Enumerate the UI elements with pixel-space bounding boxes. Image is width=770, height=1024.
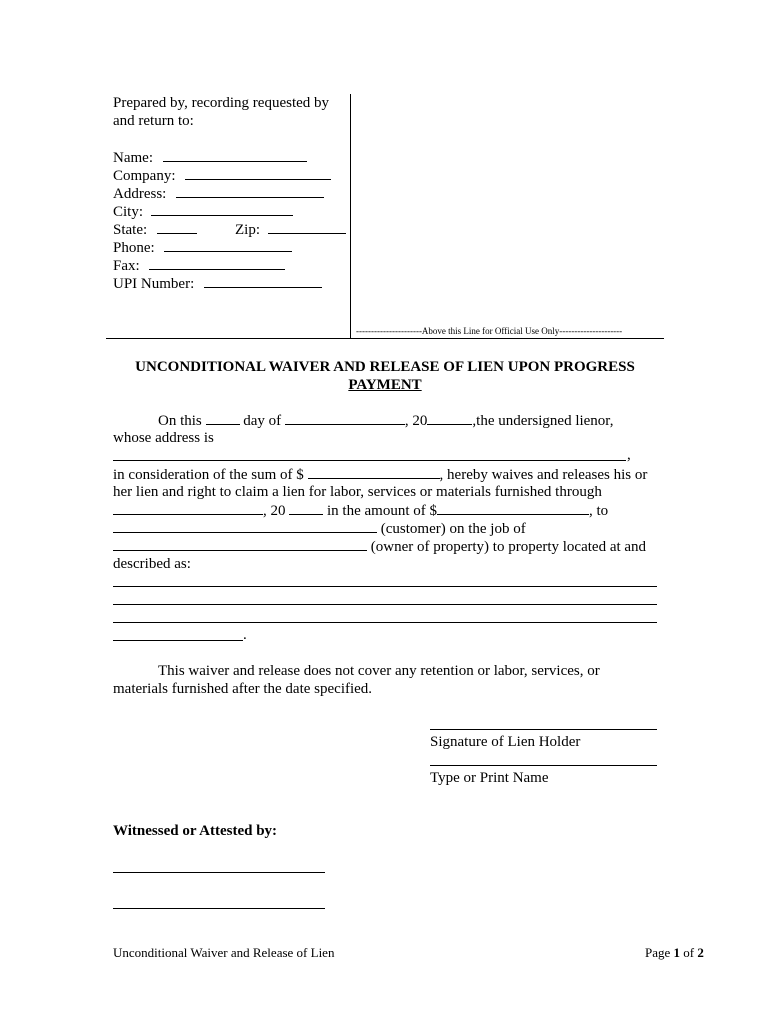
customer-text: (customer) on the job of bbox=[380, 521, 526, 537]
page-prefix: Page bbox=[645, 945, 674, 960]
fax-row bbox=[113, 256, 285, 275]
header-vertical-divider bbox=[350, 94, 351, 339]
phone-row bbox=[113, 238, 292, 257]
page-number: 1 bbox=[673, 945, 681, 960]
description-line-3[interactable] bbox=[113, 622, 657, 623]
fax-label: Fax: bbox=[113, 258, 140, 274]
description-line-4[interactable] bbox=[113, 640, 243, 641]
owner-line bbox=[113, 537, 646, 556]
prepared-by-line2: and return to: bbox=[113, 113, 194, 129]
page-of: of bbox=[680, 945, 698, 960]
waiver-note-line1: This waiver and release does not cover any retention or labor, services, or bbox=[158, 663, 600, 679]
state-field[interactable] bbox=[157, 220, 197, 234]
name-field[interactable] bbox=[163, 148, 307, 162]
customer-line bbox=[113, 519, 526, 538]
year-field[interactable] bbox=[427, 411, 472, 425]
print-name-line[interactable] bbox=[430, 765, 657, 766]
witness-line-2[interactable] bbox=[113, 908, 325, 909]
company-row bbox=[113, 166, 331, 185]
signature-line[interactable] bbox=[430, 729, 657, 730]
name-label: Name: bbox=[113, 150, 153, 166]
page-total: 2 bbox=[697, 945, 704, 960]
undersigned-text: ,the undersigned lienor, bbox=[472, 413, 614, 429]
address-label: Address: bbox=[113, 186, 167, 202]
lien-right-text: her lien and right to claim a lien for labor, services or materials furnished through bbox=[113, 484, 602, 500]
print-name-label: Type or Print Name bbox=[430, 770, 549, 786]
through-year-field[interactable] bbox=[289, 501, 323, 515]
owner-field[interactable] bbox=[113, 537, 367, 551]
description-period: . bbox=[243, 627, 247, 643]
whose-address-text: whose address is bbox=[113, 430, 214, 446]
through-date-field[interactable] bbox=[113, 501, 263, 515]
described-text: described as: bbox=[113, 556, 191, 572]
waiver-note-line2: materials furnished after the date specified. bbox=[113, 681, 373, 697]
company-field[interactable] bbox=[185, 166, 331, 180]
lienor-address-field[interactable] bbox=[113, 460, 626, 461]
fax-field[interactable] bbox=[149, 256, 285, 270]
official-use-text: ----------------------Above this Line for Official Use Only--------------------- bbox=[356, 326, 623, 336]
description-line-1[interactable] bbox=[113, 586, 657, 587]
upi-row bbox=[113, 274, 322, 293]
sum-field[interactable] bbox=[308, 465, 440, 479]
waives-text: , hereby waives and releases his or bbox=[439, 467, 648, 483]
upi-field[interactable] bbox=[204, 274, 322, 288]
address-row bbox=[113, 184, 324, 203]
owner-text: (owner of property) to property located at and bbox=[370, 539, 647, 555]
description-line-2[interactable] bbox=[113, 604, 657, 605]
zip-field[interactable] bbox=[268, 220, 346, 234]
city-label: City: bbox=[113, 204, 144, 220]
phone-field[interactable] bbox=[164, 238, 292, 252]
name-row bbox=[113, 148, 307, 167]
consideration-line bbox=[113, 465, 647, 484]
amount-field[interactable] bbox=[437, 501, 589, 515]
prepared-by-line1: Prepared by, recording requested by bbox=[113, 95, 330, 111]
day-of-text: day of bbox=[243, 413, 282, 429]
consideration-text: in consideration of the sum of $ bbox=[113, 467, 304, 483]
page-indicator bbox=[645, 944, 704, 962]
through-year-prefix: , 20 bbox=[263, 503, 286, 519]
witness-line-1[interactable] bbox=[113, 872, 325, 873]
address-field[interactable] bbox=[176, 184, 324, 198]
zip-row bbox=[235, 220, 346, 239]
footer-title: Unconditional Waiver and Release of Lien bbox=[113, 945, 335, 960]
customer-field[interactable] bbox=[113, 519, 377, 533]
day-field[interactable] bbox=[206, 411, 240, 425]
company-label: Company: bbox=[113, 168, 176, 184]
upi-label: UPI Number: bbox=[113, 276, 195, 292]
year-prefix-text: , 20 bbox=[404, 413, 428, 429]
on-this-text: On this bbox=[158, 413, 202, 429]
document-title-line2: PAYMENT bbox=[348, 377, 422, 393]
zip-label: Zip: bbox=[235, 222, 260, 238]
date-line bbox=[158, 411, 613, 430]
document-title-line1: UNCONDITIONAL WAIVER AND RELEASE OF LIEN UPON PROGRESS bbox=[135, 359, 635, 375]
phone-label: Phone: bbox=[113, 240, 155, 256]
state-label: State: bbox=[113, 222, 148, 238]
address-comma: , bbox=[627, 447, 631, 463]
signature-label: Signature of Lien Holder bbox=[430, 734, 581, 750]
state-row bbox=[113, 220, 197, 239]
city-field[interactable] bbox=[151, 202, 293, 216]
through-line bbox=[113, 501, 608, 520]
to-text: , to bbox=[588, 503, 609, 519]
city-row bbox=[113, 202, 293, 221]
in-amount-text: in the amount of $ bbox=[327, 503, 437, 519]
month-field[interactable] bbox=[285, 411, 405, 425]
witness-label: Witnessed or Attested by: bbox=[113, 823, 278, 839]
